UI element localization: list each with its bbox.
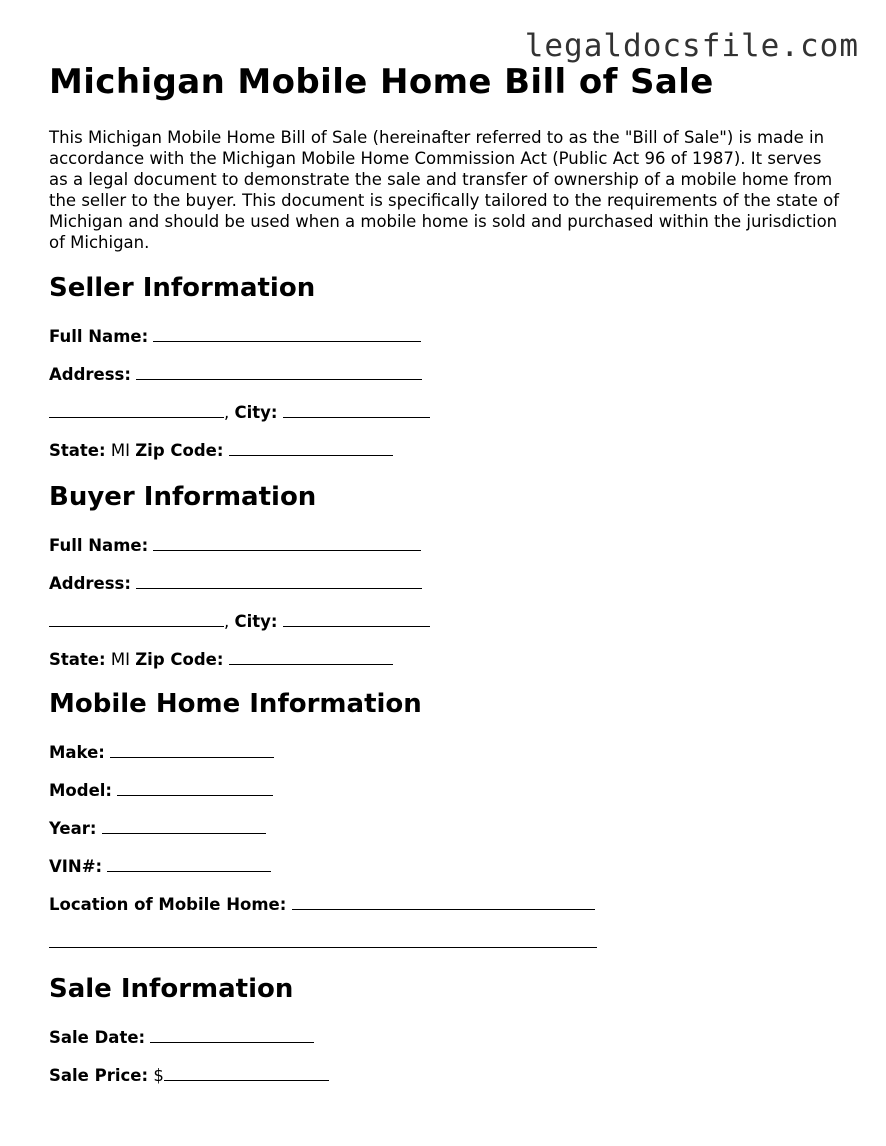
- sale-price-field[interactable]: [164, 1064, 329, 1081]
- seller-city-field[interactable]: [283, 401, 430, 418]
- home-make-field[interactable]: [110, 741, 274, 758]
- seller-full-name-label: Full Name:: [49, 327, 149, 346]
- buyer-zip-label: Zip Code:: [135, 650, 224, 669]
- seller-address-field[interactable]: [136, 363, 422, 380]
- buyer-state-value: MI: [110, 650, 130, 669]
- home-make-row: [49, 741, 274, 764]
- buyer-state-row: [49, 648, 393, 671]
- home-year-label: Year:: [49, 819, 97, 838]
- sale-heading: Sale Information: [49, 974, 294, 1004]
- home-vin-row: [49, 855, 271, 878]
- seller-city-row: [49, 401, 430, 424]
- buyer-city-separator: ,: [224, 612, 230, 631]
- home-year-row: [49, 817, 266, 840]
- watermark: legaldocsfile.com: [524, 28, 859, 64]
- buyer-full-name-field[interactable]: [153, 534, 421, 551]
- seller-zip-field[interactable]: [229, 439, 393, 456]
- seller-state-value: MI: [110, 441, 130, 460]
- buyer-city-row: [49, 610, 430, 633]
- seller-full-name-row: [49, 325, 421, 348]
- seller-full-name-field[interactable]: [153, 325, 421, 342]
- seller-address-label: Address:: [49, 365, 131, 384]
- document-title: Michigan Mobile Home Bill of Sale: [49, 62, 714, 102]
- intro-paragraph: This Michigan Mobile Home Bill of Sale (hereinafter referred to as the "Bill of Sale") is made in accordance with the Michigan Mobile Home Commission Act (Public Act 96 of 1987). It serves as a legal document to demonstrate the sale and transfer of ownership of a mobile home from the seller to the buyer. This document is specifically tailored to the requirements of the state of Michigan and should be used when a mobile home is sold and purchased within the jurisdiction of Michigan.: [49, 128, 840, 252]
- seller-state-label: State:: [49, 441, 106, 460]
- buyer-address-field[interactable]: [136, 572, 422, 589]
- seller-zip-label: Zip Code:: [135, 441, 224, 460]
- buyer-full-name-row: [49, 534, 421, 557]
- seller-heading: Seller Information: [49, 273, 316, 303]
- buyer-full-name-label: Full Name:: [49, 536, 149, 555]
- seller-state-row: [49, 439, 393, 462]
- seller-address-row: [49, 363, 422, 386]
- home-vin-field[interactable]: [107, 855, 271, 872]
- home-location-label: Location of Mobile Home:: [49, 895, 287, 914]
- home-location-field-2[interactable]: [49, 931, 597, 948]
- buyer-city-label: City:: [234, 612, 278, 631]
- home-location-row: [49, 893, 595, 916]
- buyer-address-label: Address:: [49, 574, 131, 593]
- seller-address-line2-field[interactable]: [49, 401, 224, 418]
- home-heading: Mobile Home Information: [49, 689, 422, 719]
- seller-city-separator: ,: [224, 403, 230, 422]
- home-model-field[interactable]: [117, 779, 273, 796]
- home-make-label: Make:: [49, 743, 105, 762]
- buyer-zip-field[interactable]: [229, 648, 393, 665]
- sale-price-row: [49, 1064, 329, 1087]
- sale-date-field[interactable]: [150, 1026, 314, 1043]
- sale-date-row: [49, 1026, 314, 1049]
- document-page: [49, 60, 849, 1085]
- home-model-row: [49, 779, 273, 802]
- home-year-field[interactable]: [102, 817, 266, 834]
- home-location-row-2: [49, 931, 597, 954]
- sale-date-label: Sale Date:: [49, 1028, 146, 1047]
- buyer-heading: Buyer Information: [49, 482, 317, 512]
- buyer-state-label: State:: [49, 650, 106, 669]
- buyer-address-line2-field[interactable]: [49, 610, 224, 627]
- home-vin-label: VIN#:: [49, 857, 103, 876]
- home-model-label: Model:: [49, 781, 113, 800]
- seller-city-label: City:: [234, 403, 278, 422]
- sale-price-label: Sale Price:: [49, 1066, 149, 1085]
- buyer-address-row: [49, 572, 422, 595]
- home-location-field[interactable]: [292, 893, 595, 910]
- buyer-city-field[interactable]: [283, 610, 430, 627]
- currency-symbol: $: [153, 1066, 164, 1085]
